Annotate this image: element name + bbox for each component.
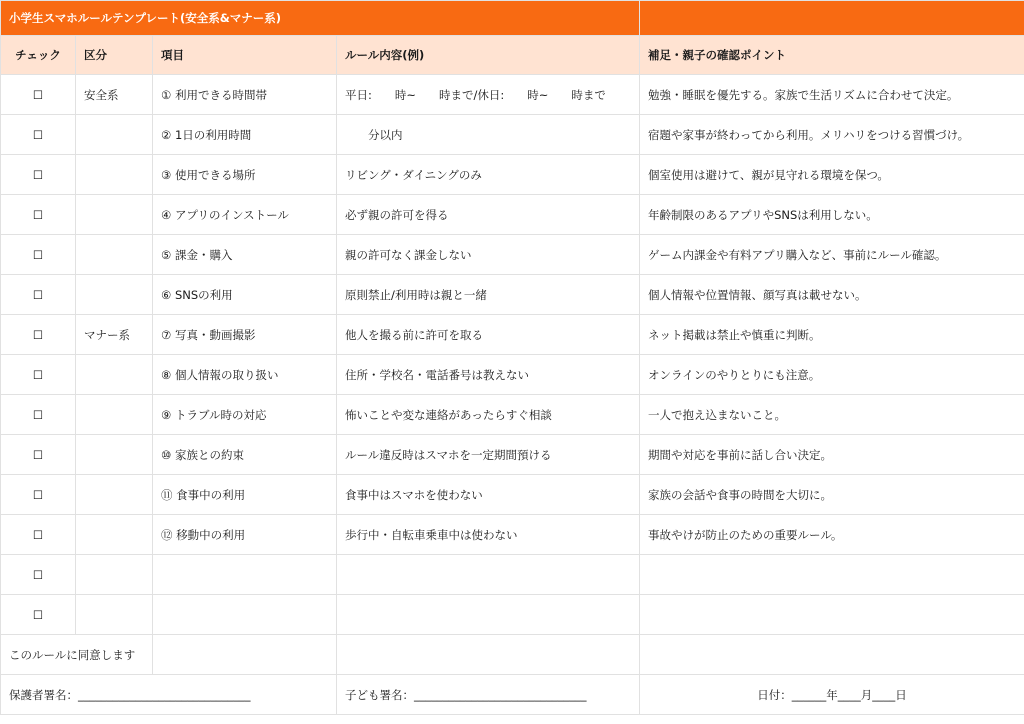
rule-cell: 分以内 bbox=[337, 115, 640, 155]
agreement-blank-2 bbox=[337, 635, 640, 675]
table-row bbox=[1, 515, 1024, 555]
rule-cell: 怖いことや変な連絡があったらすぐ相談 bbox=[337, 395, 640, 435]
table-row bbox=[1, 595, 1024, 635]
table-row bbox=[1, 75, 1024, 115]
note-cell: ネット掲載は禁止や慎重に判断。 bbox=[640, 315, 1024, 355]
category-cell bbox=[76, 195, 153, 235]
header-row bbox=[1, 36, 1024, 75]
agreement-blank-1 bbox=[153, 635, 337, 675]
item-cell: ⑦ 写真・動画撮影 bbox=[153, 315, 337, 355]
rule-cell: リビング・ダイニングのみ bbox=[337, 155, 640, 195]
signature-row bbox=[1, 675, 1024, 715]
item-cell: ⑥ SNSの利用 bbox=[153, 275, 337, 315]
checkbox[interactable]: ☐ bbox=[1, 275, 76, 315]
checkbox[interactable]: ☐ bbox=[1, 115, 76, 155]
rule-cell: 原則禁止/利用時は親と一緒 bbox=[337, 275, 640, 315]
guardian-signature[interactable]: 保護者署名：______________________________ bbox=[1, 675, 337, 715]
checkbox[interactable]: ☐ bbox=[1, 515, 76, 555]
item-cell: ⑩ 家族との約束 bbox=[153, 435, 337, 475]
rule-rows bbox=[1, 75, 1024, 635]
item-cell: ③ 使用できる場所 bbox=[153, 155, 337, 195]
item-cell: ⑨ トラブル時の対応 bbox=[153, 395, 337, 435]
table-row bbox=[1, 315, 1024, 355]
rule-cell bbox=[337, 595, 640, 635]
note-cell: 期間や対応を事前に話し合い決定。 bbox=[640, 435, 1024, 475]
category-cell bbox=[76, 235, 153, 275]
category-cell: 安全系 bbox=[76, 75, 153, 115]
header-item: 項目 bbox=[153, 36, 337, 75]
rule-cell: 必ず親の許可を得る bbox=[337, 195, 640, 235]
header-note: 補足・親子の確認ポイント bbox=[640, 36, 1024, 75]
checkbox[interactable]: ☐ bbox=[1, 235, 76, 275]
item-cell: ⑪ 食事中の利用 bbox=[153, 475, 337, 515]
checkbox[interactable]: ☐ bbox=[1, 435, 76, 475]
header-rule: ルール内容(例) bbox=[337, 36, 640, 75]
category-cell bbox=[76, 475, 153, 515]
category-cell bbox=[76, 275, 153, 315]
rule-cell: 歩行中・自転車乗車中は使わない bbox=[337, 515, 640, 555]
category-cell bbox=[76, 435, 153, 475]
agreement-row bbox=[1, 635, 1024, 675]
rule-cell: 住所・学校名・電話番号は教えない bbox=[337, 355, 640, 395]
checkbox[interactable]: ☐ bbox=[1, 155, 76, 195]
rule-cell bbox=[337, 555, 640, 595]
checkbox[interactable]: ☐ bbox=[1, 475, 76, 515]
checkbox[interactable]: ☐ bbox=[1, 355, 76, 395]
header-category: 区分 bbox=[76, 36, 153, 75]
page-title: 小学生スマホルールテンプレート(安全系&マナー系) bbox=[1, 1, 640, 36]
table-row bbox=[1, 155, 1024, 195]
rule-cell: 平日: 時~ 時まで/休日: 時~ 時まで bbox=[337, 75, 640, 115]
item-cell: ② 1日の利用時間 bbox=[153, 115, 337, 155]
table-row bbox=[1, 235, 1024, 275]
item-cell: ⑤ 課金・購入 bbox=[153, 235, 337, 275]
note-cell: ゲーム内課金や有料アプリ購入など、事前にルール確認。 bbox=[640, 235, 1024, 275]
note-cell: 事故やけが防止のための重要ルール。 bbox=[640, 515, 1024, 555]
item-cell: ④ アプリのインストール bbox=[153, 195, 337, 235]
category-cell bbox=[76, 115, 153, 155]
category-cell bbox=[76, 395, 153, 435]
title-blank-cell bbox=[640, 1, 1024, 36]
table-row bbox=[1, 115, 1024, 155]
table-row bbox=[1, 555, 1024, 595]
rule-cell: 他人を撮る前に許可を取る bbox=[337, 315, 640, 355]
checkbox[interactable]: ☐ bbox=[1, 75, 76, 115]
table-row bbox=[1, 475, 1024, 515]
note-cell bbox=[640, 595, 1024, 635]
note-cell: 一人で抱え込まないこと。 bbox=[640, 395, 1024, 435]
note-cell: オンラインのやりとりにも注意。 bbox=[640, 355, 1024, 395]
table-row bbox=[1, 275, 1024, 315]
child-signature[interactable]: 子ども署名：______________________________ bbox=[337, 675, 640, 715]
agreement-text: このルールに同意します bbox=[1, 635, 153, 675]
item-cell: ⑫ 移動中の利用 bbox=[153, 515, 337, 555]
header-check: チェック bbox=[1, 36, 76, 75]
item-cell bbox=[153, 555, 337, 595]
category-cell bbox=[76, 515, 153, 555]
table-row bbox=[1, 355, 1024, 395]
category-cell bbox=[76, 355, 153, 395]
checkbox[interactable]: ☐ bbox=[1, 315, 76, 355]
category-cell: マナー系 bbox=[76, 315, 153, 355]
rule-cell: 親の許可なく課金しない bbox=[337, 235, 640, 275]
checkbox[interactable]: ☐ bbox=[1, 195, 76, 235]
rule-cell: ルール違反時はスマホを一定期間預ける bbox=[337, 435, 640, 475]
checkbox[interactable]: ☐ bbox=[1, 595, 76, 635]
rule-cell: 食事中はスマホを使わない bbox=[337, 475, 640, 515]
table-row bbox=[1, 195, 1024, 235]
note-cell: 家族の会話や食事の時間を大切に。 bbox=[640, 475, 1024, 515]
item-cell bbox=[153, 595, 337, 635]
note-cell: 年齢制限のあるアプリやSNSは利用しない。 bbox=[640, 195, 1024, 235]
note-cell: 個人情報や位置情報、顔写真は載せない。 bbox=[640, 275, 1024, 315]
date-field[interactable]: 日付：______年____月____日 bbox=[640, 675, 1024, 715]
note-cell: 勉強・睡眠を優先する。家族で生活リズムに合わせて決定。 bbox=[640, 75, 1024, 115]
note-cell bbox=[640, 555, 1024, 595]
table-row bbox=[1, 395, 1024, 435]
item-cell: ① 利用できる時間帯 bbox=[153, 75, 337, 115]
checkbox[interactable]: ☐ bbox=[1, 555, 76, 595]
note-cell: 個室使用は避けて、親が見守れる環境を保つ。 bbox=[640, 155, 1024, 195]
checkbox[interactable]: ☐ bbox=[1, 395, 76, 435]
note-cell: 宿題や家事が終わってから利用。メリハリをつける習慣づけ。 bbox=[640, 115, 1024, 155]
category-cell bbox=[76, 555, 153, 595]
agreement-blank-3 bbox=[640, 635, 1024, 675]
table-row bbox=[1, 435, 1024, 475]
category-cell bbox=[76, 155, 153, 195]
category-cell bbox=[76, 595, 153, 635]
item-cell: ⑧ 個人情報の取り扱い bbox=[153, 355, 337, 395]
title-row bbox=[1, 1, 1024, 36]
